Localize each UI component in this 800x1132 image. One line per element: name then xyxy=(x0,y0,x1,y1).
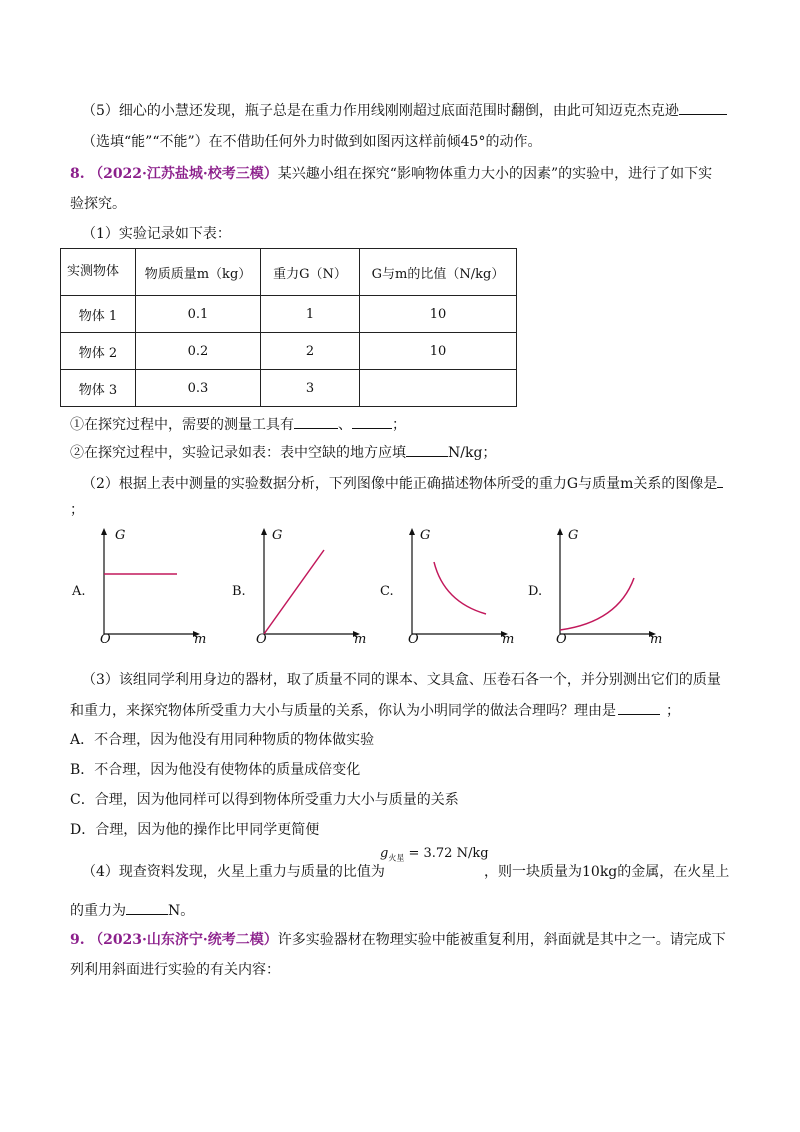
graph-option-d[interactable] xyxy=(528,526,668,646)
option-label: C. xyxy=(380,584,394,599)
origin-label: O xyxy=(100,632,111,647)
graph-option-a[interactable] xyxy=(72,526,207,647)
x-axis-label: m xyxy=(502,632,515,647)
q8-stem-text: 某兴趣小组在探究“影响物体重力大小的因素”的实验中，进行了如下实 xyxy=(277,166,713,182)
q8-sub3-line2 xyxy=(70,700,680,721)
unit: N/kg； xyxy=(448,445,497,461)
table-header-cell: 实测物体 xyxy=(61,249,136,296)
q8-sub2-line1 xyxy=(82,473,723,494)
q8-sub2-text: （2）根据上表中测量的实验数据分析，下列图像中能正确描述物体所受的重力G与质量m关系的图像是 xyxy=(82,476,718,492)
table-row xyxy=(61,296,517,333)
origin-label: O xyxy=(408,632,419,647)
q8-c2 xyxy=(70,442,496,463)
q8-sub4-text: （4）现查资料发现，火星上重力与质量的比值为 xyxy=(82,864,385,880)
answer-blank[interactable] xyxy=(406,442,448,457)
table-cell: 物体 1 xyxy=(61,296,136,333)
formula-subscript: 火星 xyxy=(388,853,405,863)
graph-b-svg xyxy=(252,526,362,646)
table-cell: 0.1 xyxy=(136,296,261,333)
graph-curve xyxy=(560,578,634,630)
answer-blank[interactable] xyxy=(352,414,392,429)
table-header-cell: G与m的比值（N/kg） xyxy=(360,249,517,296)
y-axis-label: G xyxy=(568,528,579,543)
q8-sub4-line2 xyxy=(70,900,194,921)
table-cell: 0.2 xyxy=(136,333,261,370)
graph-a-svg xyxy=(92,526,202,646)
answer-blank[interactable] xyxy=(618,700,660,715)
table-cell: 0.3 xyxy=(136,370,261,407)
table-cell: 10 xyxy=(360,333,517,370)
answer-blank[interactable] xyxy=(717,473,723,488)
table-header-row xyxy=(61,249,517,296)
q9-stem-line1 xyxy=(70,930,726,950)
separator: 、 xyxy=(338,417,352,433)
origin-label: O xyxy=(556,632,567,647)
q8-sub3-line1: （3）该组同学利用身边的器材，取了质量不同的课本、文具盒、压卷石各一个，并分别测出它们的质量 xyxy=(82,672,721,688)
graph-curve xyxy=(264,550,324,634)
punct: ； xyxy=(392,417,406,433)
y-axis-label: G xyxy=(115,528,126,543)
x-axis-label: m xyxy=(194,632,207,647)
answer-blank[interactable] xyxy=(294,414,338,429)
q8-c1-text: ①在探究过程中，需要的测量工具有 xyxy=(70,417,294,433)
question-source: （2023·山东济宁·统考二模） xyxy=(89,932,278,948)
table-row xyxy=(61,333,517,370)
q8-sub3-text: 和重力，来探究物体所受重力大小与质量的关系，你认为小明同学的做法合理吗？理由是 xyxy=(70,703,616,719)
q9-stem-text: 许多实验器材在物理实验中能被重复利用，斜面就是其中之一。请完成下 xyxy=(277,932,726,948)
punct: ； xyxy=(666,703,680,719)
q8-sub4-line1 xyxy=(82,862,385,882)
graph-option-c[interactable] xyxy=(380,526,520,646)
graph-d-svg xyxy=(548,526,658,646)
q9-stem-line2: 列利用斜面进行实验的有关内容： xyxy=(70,962,280,978)
table-cell: 10 xyxy=(360,296,517,333)
q8-sub4-text2: 的重力为 xyxy=(70,903,126,919)
q8-stem-line1 xyxy=(70,164,712,184)
q7-part5-line1 xyxy=(82,100,727,121)
question-number: 9. xyxy=(70,932,85,948)
x-axis-label: m xyxy=(650,632,663,647)
table-cell: 物体 3 xyxy=(61,370,136,407)
option-d[interactable]: D．合理，因为他的操作比甲同学更简便 xyxy=(70,822,320,838)
formula-g: g xyxy=(380,846,389,861)
table-header-cell: 重力G（N） xyxy=(261,249,360,296)
option-label: D. xyxy=(528,584,543,599)
question-number: 8. xyxy=(70,166,85,182)
unit: N。 xyxy=(168,903,195,919)
option-label: A. xyxy=(72,584,86,599)
table-row xyxy=(61,370,517,407)
answer-blank[interactable] xyxy=(126,900,168,915)
table-cell: 1 xyxy=(261,296,360,333)
table-cell: 3 xyxy=(261,370,360,407)
table-cell: 物体 2 xyxy=(61,333,136,370)
x-axis-label: m xyxy=(354,632,367,647)
table-header-cell: 物质质量m（kg） xyxy=(136,249,261,296)
answer-blank[interactable] xyxy=(679,100,727,115)
option-a[interactable]: A．不合理，因为他没有用同种物质的物体做实验 xyxy=(70,732,375,748)
formula-value: = 3.72 N/kg xyxy=(408,846,489,861)
y-axis-label: G xyxy=(420,528,431,543)
q8-stem-line2: 验探究。 xyxy=(70,196,126,212)
question-source: （2022·江苏盐城·校考三模） xyxy=(89,166,278,182)
mars-gravity-formula xyxy=(380,846,489,864)
q7-part5-text: （5）细心的小慧还发现，瓶子总是在重力作用线刚刚超过底面范围时翻倒，由此可知迈克杰克逊 xyxy=(82,103,679,119)
graph-c-svg xyxy=(400,526,510,646)
q7-part5-line2: （选填“能”“不能”）在不借助任何外力时做到如图丙这样前倾45°的动作。 xyxy=(82,134,542,150)
option-b[interactable]: B．不合理，因为他没有使物体的质量成倍变化 xyxy=(70,762,361,778)
experiment-table xyxy=(60,248,517,407)
q8-c1 xyxy=(70,414,406,435)
option-label: B. xyxy=(232,584,246,599)
y-axis-label: G xyxy=(272,528,283,543)
table-cell: 2 xyxy=(261,333,360,370)
table-cell-blank[interactable] xyxy=(360,370,517,407)
graph-curve xyxy=(434,562,486,614)
q8-sub4-line1b: ，则一块质量为10kg的金属，在火星上 xyxy=(484,864,730,880)
q8-sub2-line2: ； xyxy=(70,502,84,518)
graph-option-b[interactable] xyxy=(232,526,372,646)
q8-sub1: （1）实验记录如下表： xyxy=(82,226,231,242)
origin-label: O xyxy=(256,632,267,647)
q8-c2-text: ②在探究过程中，实验记录如表：表中空缺的地方应填 xyxy=(70,445,406,461)
option-c[interactable]: C．合理，因为他同样可以得到物体所受重力大小与质量的关系 xyxy=(70,792,459,808)
